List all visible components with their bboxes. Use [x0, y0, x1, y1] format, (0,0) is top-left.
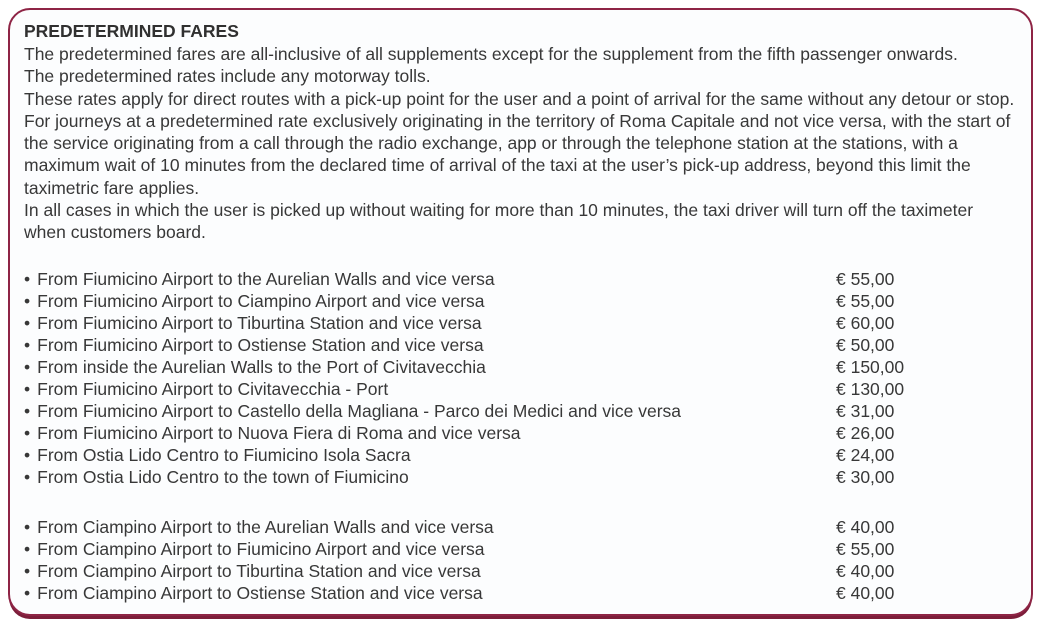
fare-row	[24, 560, 1017, 582]
fare-route	[24, 444, 836, 466]
fare-route	[24, 268, 836, 290]
bullet-icon: •	[24, 538, 31, 559]
fare-route	[24, 422, 836, 444]
fare-route-label: From Fiumicino Airport to Castello della Magliana - Parco dei Medici and vice versa	[37, 400, 682, 421]
fare-row	[24, 356, 1017, 378]
fare-route-label: From Fiumicino Airport to Tiburtina Station and vice versa	[37, 312, 482, 333]
fare-row	[24, 290, 1017, 312]
fare-route	[24, 334, 836, 356]
bullet-icon: •	[24, 378, 31, 399]
fare-row	[24, 516, 1017, 538]
fare-route	[24, 516, 836, 538]
fare-row	[24, 538, 1017, 560]
fare-price: € 31,00	[836, 400, 895, 421]
fare-route-label: From Fiumicino Airport to Nuova Fiera di Roma and vice versa	[37, 422, 521, 443]
panel-title: PREDETERMINED FARES	[24, 21, 239, 41]
fare-route-label: From Ostia Lido Centro to Fiumicino Isola Sacra	[37, 444, 411, 465]
fare-price: € 40,00	[836, 516, 895, 537]
bullet-icon: •	[24, 516, 31, 537]
fare-route-label: From Fiumicino Airport to the Aurelian Walls and vice versa	[37, 268, 495, 289]
bullet-icon: •	[24, 582, 31, 603]
fare-row	[24, 312, 1017, 334]
bullet-icon: •	[24, 444, 31, 465]
fare-route	[24, 356, 836, 378]
fare-price: € 26,00	[836, 422, 895, 443]
fare-price: € 50,00	[836, 334, 895, 355]
bullet-icon: •	[24, 356, 31, 377]
fare-price: € 24,00	[836, 444, 895, 465]
fare-route	[24, 378, 836, 400]
intro-paragraph-3: These rates apply for direct routes with a pick-up point for the user and a point of arrival for the same without any detour or stop. For journeys at a predetermined rate exclusively originating in the territory of Roma Capitale and not vice versa, with the start of the service originating from a call through the radio exchange, app or through the telephone station at the stations, with a maximum wait of 10 minutes from the declared time of arrival of the taxi at the user’s pick-up address, beyond this limit the taximetric fare applies.	[24, 88, 1015, 198]
fare-route-label: From Ciampino Airport to Ostiense Station and vice versa	[37, 582, 483, 603]
fare-price: € 55,00	[836, 290, 895, 311]
fare-route-label: From Fiumicino Airport to Civitavecchia - Port	[37, 378, 389, 399]
fare-row	[24, 400, 1017, 422]
intro-paragraph-4: In all cases in which the user is picked up without waiting for more than 10 minutes, the taxi driver will turn off the taximeter when customers board.	[24, 200, 974, 243]
fare-route	[24, 538, 836, 560]
fare-row	[24, 268, 1017, 290]
bullet-icon: •	[24, 466, 31, 487]
fare-price: € 55,00	[836, 538, 895, 559]
predetermined-fares-panel	[8, 8, 1033, 616]
fare-group	[24, 268, 1017, 488]
fare-route	[24, 582, 836, 604]
intro-paragraph-2: The predetermined rates include any motorway tolls.	[24, 66, 431, 87]
bullet-icon: •	[24, 268, 31, 289]
bullet-icon: •	[24, 290, 31, 311]
bullet-icon: •	[24, 400, 31, 421]
fare-price: € 130,00	[836, 378, 905, 399]
fare-route	[24, 466, 836, 488]
fare-row	[24, 466, 1017, 488]
fare-price: € 150,00	[836, 356, 905, 377]
bullet-icon: •	[24, 560, 31, 581]
fare-price: € 60,00	[836, 312, 895, 333]
fare-route	[24, 312, 836, 334]
fare-route	[24, 400, 836, 422]
fare-row	[24, 582, 1017, 604]
fare-price: € 40,00	[836, 582, 895, 603]
bullet-icon: •	[24, 312, 31, 333]
fare-price: € 40,00	[836, 560, 895, 581]
intro-paragraph-1: The predetermined fares are all-inclusive of all supplements except for the supplement from the fifth passenger onwards.	[24, 44, 958, 64]
fare-price: € 55,00	[836, 268, 895, 289]
fare-route-label: From inside the Aurelian Walls to the Port of Civitavecchia	[37, 356, 486, 377]
fare-row	[24, 422, 1017, 444]
fare-row	[24, 378, 1017, 400]
fare-route-label: From Fiumicino Airport to Ostiense Station and vice versa	[37, 334, 484, 355]
fare-route-label: From Ciampino Airport to the Aurelian Walls and vice versa	[37, 516, 494, 537]
fare-route-label: From Ciampino Airport to Fiumicino Airport and vice versa	[37, 538, 485, 559]
fare-route-label: From Fiumicino Airport to Ciampino Airport and vice versa	[37, 290, 485, 311]
bullet-icon: •	[24, 334, 31, 355]
fare-list	[24, 268, 1017, 604]
fare-row	[24, 444, 1017, 466]
bullet-icon: •	[24, 422, 31, 443]
fare-group	[24, 516, 1017, 604]
fare-route	[24, 290, 836, 312]
fare-price: € 30,00	[836, 466, 895, 487]
fare-row	[24, 334, 1017, 356]
fare-route	[24, 560, 836, 582]
fare-route-label: From Ostia Lido Centro to the town of Fiumicino	[37, 466, 409, 487]
fare-route-label: From Ciampino Airport to Tiburtina Station and vice versa	[37, 560, 481, 581]
